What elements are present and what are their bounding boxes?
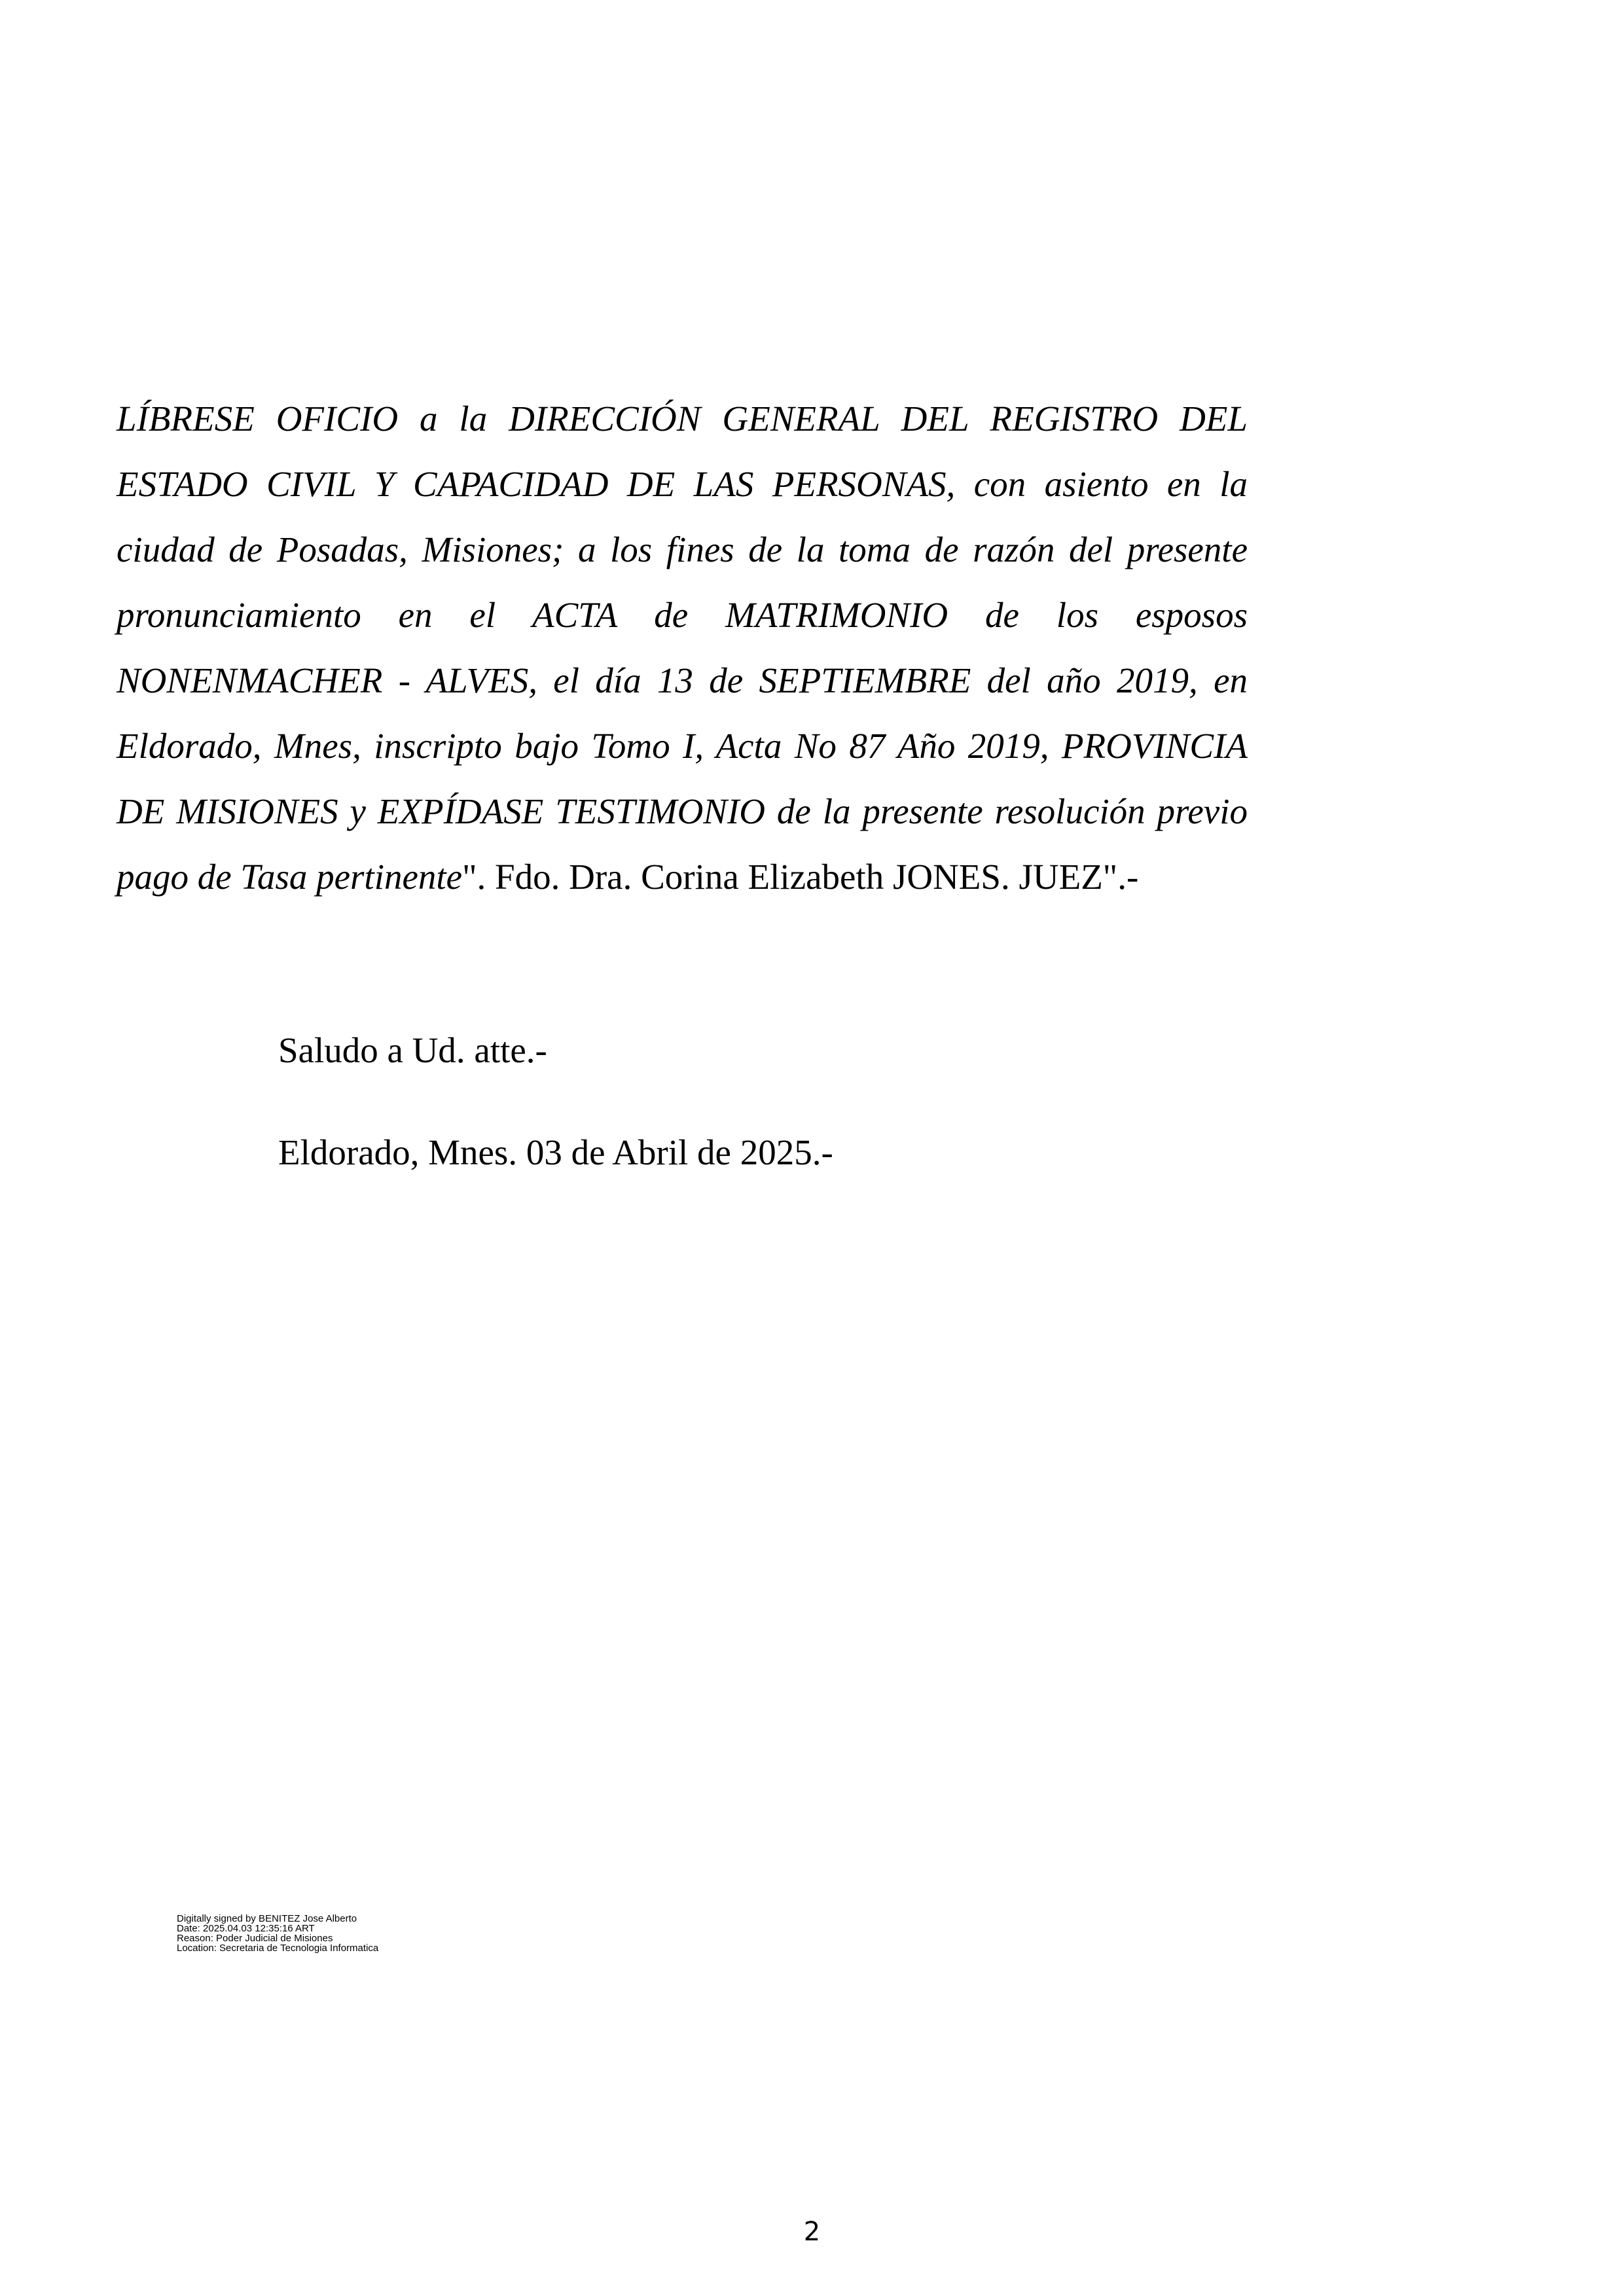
closing-date: Eldorado, Mnes. 03 de Abril de 2025.-	[278, 1132, 833, 1172]
signature-reason: Reason: Poder Judicial de Misiones	[177, 1933, 333, 1944]
signature-date: Date: 2025.04.03 12:35:16 ART	[177, 1923, 315, 1934]
signature-signed-by: Digitally signed by BENITEZ Jose Alberto	[177, 1913, 357, 1924]
paragraph-italic-text: LÍBRESE OFICIO a la DIRECCIÓN GENERAL DEL REGISTRO DEL ESTADO CIVIL Y CAPACIDAD DE LAS PERSONAS, con asiento en la ciudad de Posadas, Misiones; a los fines de la toma de razón del presente pronunciamiento en el ACTA de MATRIMONIO de los esposos NONENMACHER - ALVES, el día 13 de SEPTIEMBRE del año 2019, en Eldorado, Mnes, inscripto bajo Tomo I, Acta No 87 Año 2019, PROVINCIA DE MISIONES y EXPÍDASE TESTIMONIO de la presente resolución previo pago de Tasa pertinente	[117, 399, 1248, 897]
closing-greeting: Saludo a Ud. atte.-	[278, 1030, 547, 1070]
paragraph-signature-text: ". Fdo. Dra. Corina Elizabeth JONES. JUEZ".-	[462, 857, 1139, 897]
page-number: 2	[803, 2217, 821, 2247]
body-paragraph	[117, 386, 1248, 910]
digital-signature-block	[177, 1914, 504, 1953]
signature-location: Location: Secretaria de Tecnologia Informatica	[177, 1943, 379, 1954]
